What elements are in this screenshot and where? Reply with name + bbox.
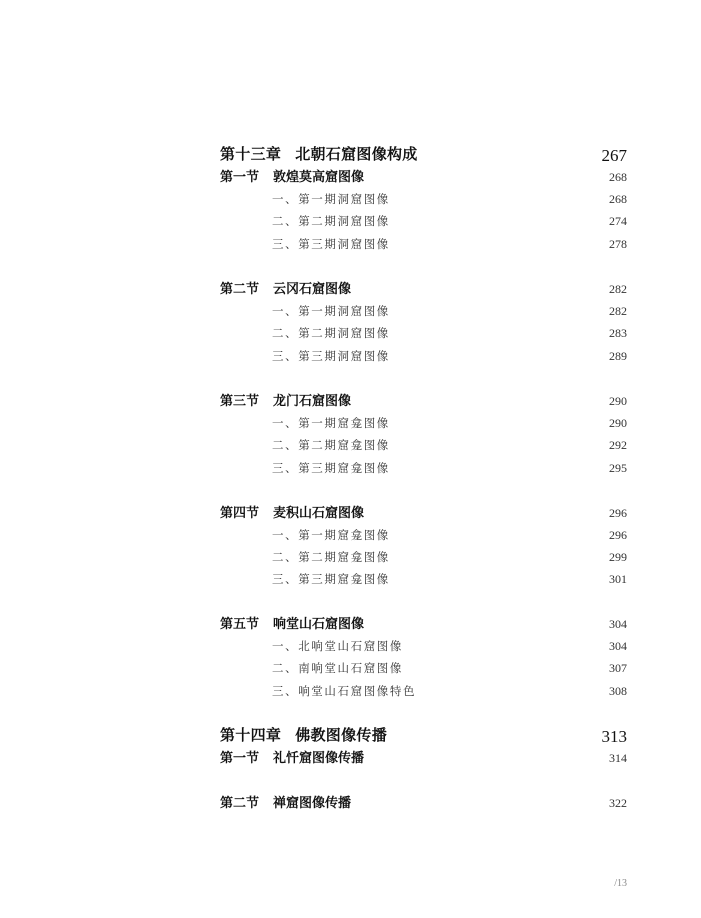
toc-subsection-entry[interactable] [220, 346, 627, 368]
toc-entry-title: 一、第一期洞窟图像 [272, 304, 390, 318]
toc-entry-label [220, 792, 351, 811]
toc-entry-title: 麦积山石窟图像 [273, 506, 365, 521]
toc-entry-label [272, 191, 390, 207]
toc-entry-page: 290 [609, 394, 627, 408]
toc-subsection-entry[interactable] [220, 636, 627, 658]
toc-entry-label [220, 613, 364, 632]
toc-entry-title: 三、第三期洞窟图像 [272, 237, 390, 251]
toc-entry-page: 296 [609, 528, 627, 542]
toc-entry-page: 282 [609, 282, 627, 296]
toc-entry-number: 第三节 [220, 394, 260, 409]
toc-entry-page: 308 [609, 684, 627, 698]
toc-entry-title: 一、北响堂山石窟图像 [272, 639, 403, 653]
toc-entry-label [272, 549, 390, 565]
toc-entry-title: 龙门石窟图像 [273, 394, 352, 409]
toc-section-entry[interactable] [220, 279, 627, 301]
toc-section-entry[interactable] [220, 167, 627, 189]
toc-subsection-entry[interactable] [220, 525, 627, 547]
toc-entry-page: 314 [609, 751, 627, 765]
toc-entry-label [272, 460, 390, 476]
toc-entry-page: 290 [609, 416, 627, 430]
toc-entry-title: 禅窟图像传播 [273, 796, 352, 811]
toc-entry-label [272, 303, 390, 319]
toc-entry-label [272, 415, 390, 431]
toc-entry-page: 268 [609, 170, 627, 184]
toc-entry-label [220, 747, 364, 766]
toc-entry-number: 第五节 [220, 617, 260, 632]
toc-entry-title: 礼忏窟图像传播 [273, 751, 365, 766]
toc-entry-page: 301 [609, 572, 627, 586]
toc-entry-number: 第一节 [220, 170, 260, 185]
toc-entry-number: 第四节 [220, 506, 260, 521]
toc-entry-title: 一、第一期窟龛图像 [272, 528, 390, 542]
toc-entry-number: 第二节 [220, 282, 260, 297]
toc-entry-label [272, 325, 390, 341]
toc-entry-title: 二、第二期窟龛图像 [272, 438, 390, 452]
toc-entry-title: 响堂山石窟图像 [273, 617, 365, 632]
toc-entry-page: 289 [609, 349, 627, 363]
toc-entry-page: 304 [609, 639, 627, 653]
toc-entry-page: 307 [609, 661, 627, 675]
toc-entry-page: 283 [609, 326, 627, 340]
toc-entry-page: 295 [609, 461, 627, 475]
toc-entry-label [220, 390, 351, 409]
toc-entry-label [220, 724, 387, 745]
toc-entry-page: 292 [609, 438, 627, 452]
toc-subsection-entry[interactable] [220, 234, 627, 256]
toc-entry-number: 第二节 [220, 796, 260, 811]
toc-subsection-entry[interactable] [220, 658, 627, 680]
toc-entry-label [272, 660, 403, 676]
toc-entry-title: 二、第二期窟龛图像 [272, 550, 390, 564]
toc-subsection-entry[interactable] [220, 681, 627, 703]
toc-subsection-entry[interactable] [220, 435, 627, 457]
toc-entry-label [272, 437, 390, 453]
toc-subsection-entry[interactable] [220, 323, 627, 345]
toc-entry-number: 第十四章 [220, 726, 282, 744]
toc-entry-label [272, 571, 390, 587]
toc-entry-page: 313 [601, 727, 627, 746]
toc-entry-label [272, 348, 390, 364]
toc-entry-page: 268 [609, 192, 627, 206]
toc-entry-title: 二、南响堂山石窟图像 [272, 661, 403, 675]
toc-subsection-entry[interactable] [220, 547, 627, 569]
toc-entry-page: 322 [609, 796, 627, 810]
toc-entry-label [220, 143, 418, 164]
toc-entry-page: 278 [609, 237, 627, 251]
toc-subsection-entry[interactable] [220, 458, 627, 480]
toc-entry-page: 274 [609, 214, 627, 228]
toc-entry-title: 云冈石窟图像 [273, 282, 352, 297]
toc-subsection-entry[interactable] [220, 569, 627, 591]
toc-entry-label [272, 213, 390, 229]
toc-entry-title: 三、第三期洞窟图像 [272, 349, 390, 363]
toc-entry-label [220, 166, 364, 185]
toc-chapter-entry[interactable] [220, 727, 627, 749]
toc-chapter-entry[interactable] [220, 146, 627, 168]
toc-section-entry[interactable] [220, 793, 627, 815]
toc-subsection-entry[interactable] [220, 211, 627, 233]
toc-entry-page: 267 [601, 146, 627, 165]
toc-entry-number: 第十三章 [220, 145, 282, 163]
toc-entry-label [272, 638, 403, 654]
toc-entry-label [220, 502, 364, 521]
toc-entry-label [272, 236, 390, 252]
toc-subsection-entry[interactable] [220, 189, 627, 211]
toc-entry-page: 282 [609, 304, 627, 318]
toc-section-entry[interactable] [220, 503, 627, 525]
toc-entry-title: 一、第一期洞窟图像 [272, 192, 390, 206]
page-number: /13 [614, 878, 627, 889]
toc-entry-title: 二、第二期洞窟图像 [272, 326, 390, 340]
toc-section-entry[interactable] [220, 391, 627, 413]
toc-entry-title: 佛教图像传播 [295, 726, 388, 744]
toc-entry-title: 北朝石窟图像构成 [295, 145, 418, 163]
toc-entry-number: 第一节 [220, 751, 260, 766]
toc-entry-title: 敦煌莫高窟图像 [273, 170, 365, 185]
toc-section-entry[interactable] [220, 748, 627, 770]
toc-subsection-entry[interactable] [220, 301, 627, 323]
toc-entry-title: 三、第三期窟龛图像 [272, 461, 390, 475]
toc-entry-page: 299 [609, 550, 627, 564]
toc-entry-label [220, 278, 351, 297]
toc-entry-page: 296 [609, 506, 627, 520]
toc-subsection-entry[interactable] [220, 413, 627, 435]
toc-section-entry[interactable] [220, 614, 627, 636]
toc-entry-title: 一、第一期窟龛图像 [272, 416, 390, 430]
toc-entry-label [272, 683, 416, 699]
toc-entry-title: 三、响堂山石窟图像特色 [272, 684, 417, 698]
toc-entry-title: 二、第二期洞窟图像 [272, 214, 390, 228]
toc-entry-page: 304 [609, 617, 627, 631]
toc-entry-label [272, 527, 390, 543]
toc-entry-title: 三、第三期窟龛图像 [272, 572, 390, 586]
